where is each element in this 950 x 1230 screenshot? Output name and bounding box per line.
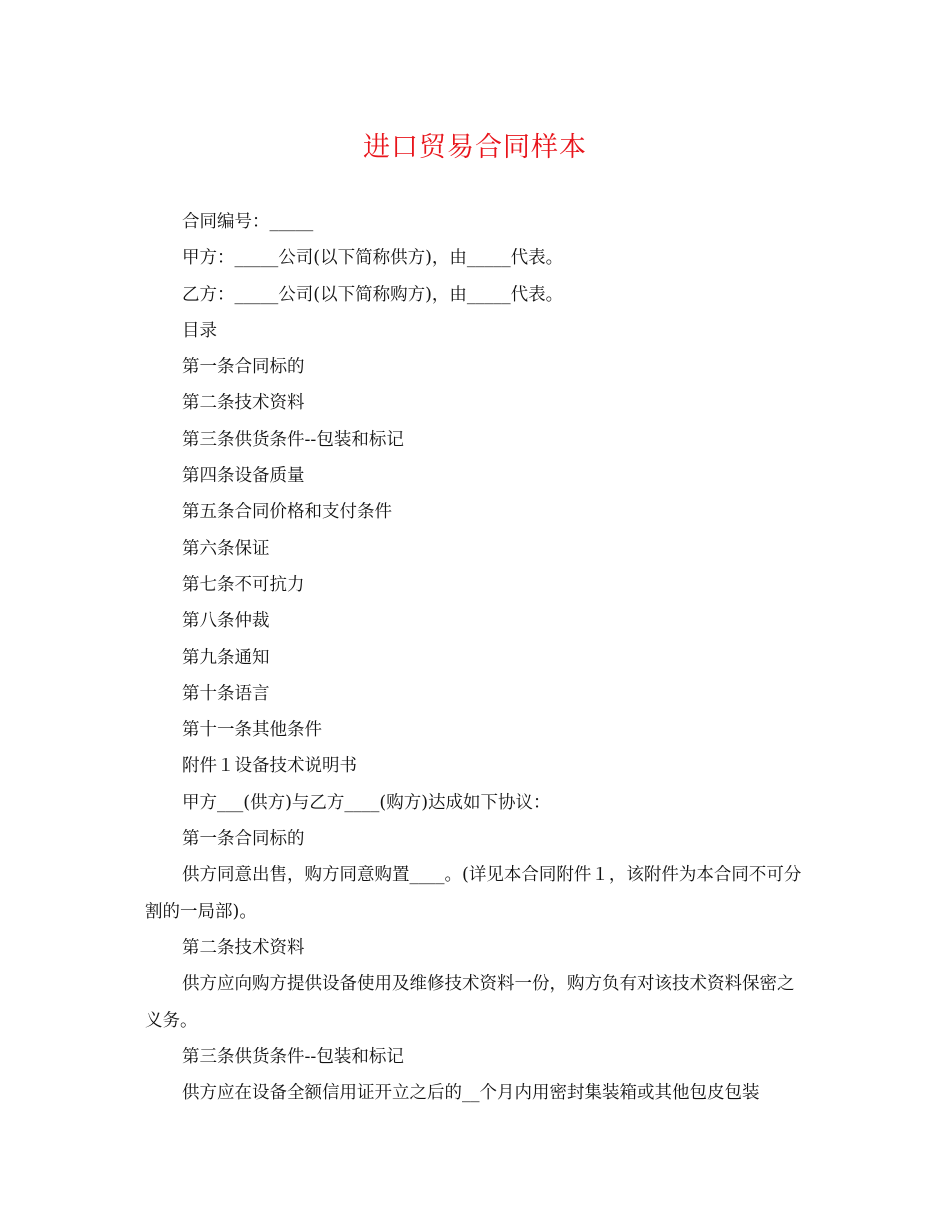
toc-item: 第七条不可抗力 (182, 574, 305, 595)
toc-item: 第八条仲裁 (182, 611, 270, 632)
party-a-line: 甲方：_____公司(以下简称供方)，由_____代表。 (182, 248, 564, 269)
toc-item: 第五条合同价格和支付条件 (182, 502, 392, 523)
toc-item: 第十条语言 (182, 683, 270, 704)
toc-heading: 目录 (182, 320, 217, 341)
section-paragraph: 供方应向购方提供设备使用及维修技术资料一份，购方负有对该技术资料保密之义务。 (145, 974, 795, 1031)
document-body (145, 204, 810, 1111)
section-heading: 第三条供货条件--包装和标记 (182, 1046, 404, 1067)
toc-item: 第一条合同标的 (182, 357, 305, 378)
section-heading: 第二条技术资料 (182, 937, 305, 958)
toc-item: 第十一条其他条件 (182, 720, 322, 741)
toc-item: 第四条设备质量 (182, 466, 305, 487)
section-paragraph: 供方同意出售，购方同意购置____。(详见本合同附件１，该附件为本合同不可分割的一局部)。 (145, 865, 802, 922)
toc-item: 第三条供货条件--包装和标记 (182, 429, 404, 450)
toc-item: 第六条保证 (182, 538, 270, 559)
toc-item: 附件１设备技术说明书 (182, 756, 357, 777)
contract-number-line: 合同编号：_____ (182, 212, 314, 232)
section-paragraph: 供方应在设备全额信用证开立之后的__个月内用密封集装箱或其他包皮包装 (182, 1083, 760, 1104)
agreement-intro: 甲方___(供方)与乙方____(购方)达成如下协议： (182, 792, 551, 813)
section-heading: 第一条合同标的 (182, 829, 305, 850)
document-title: 进口贸易合同样本 (363, 132, 587, 163)
toc-item: 第二条技术资料 (182, 393, 305, 414)
party-b-line: 乙方：_____公司(以下简称购方)，由_____代表。 (182, 284, 564, 305)
toc-item: 第九条通知 (182, 647, 270, 668)
